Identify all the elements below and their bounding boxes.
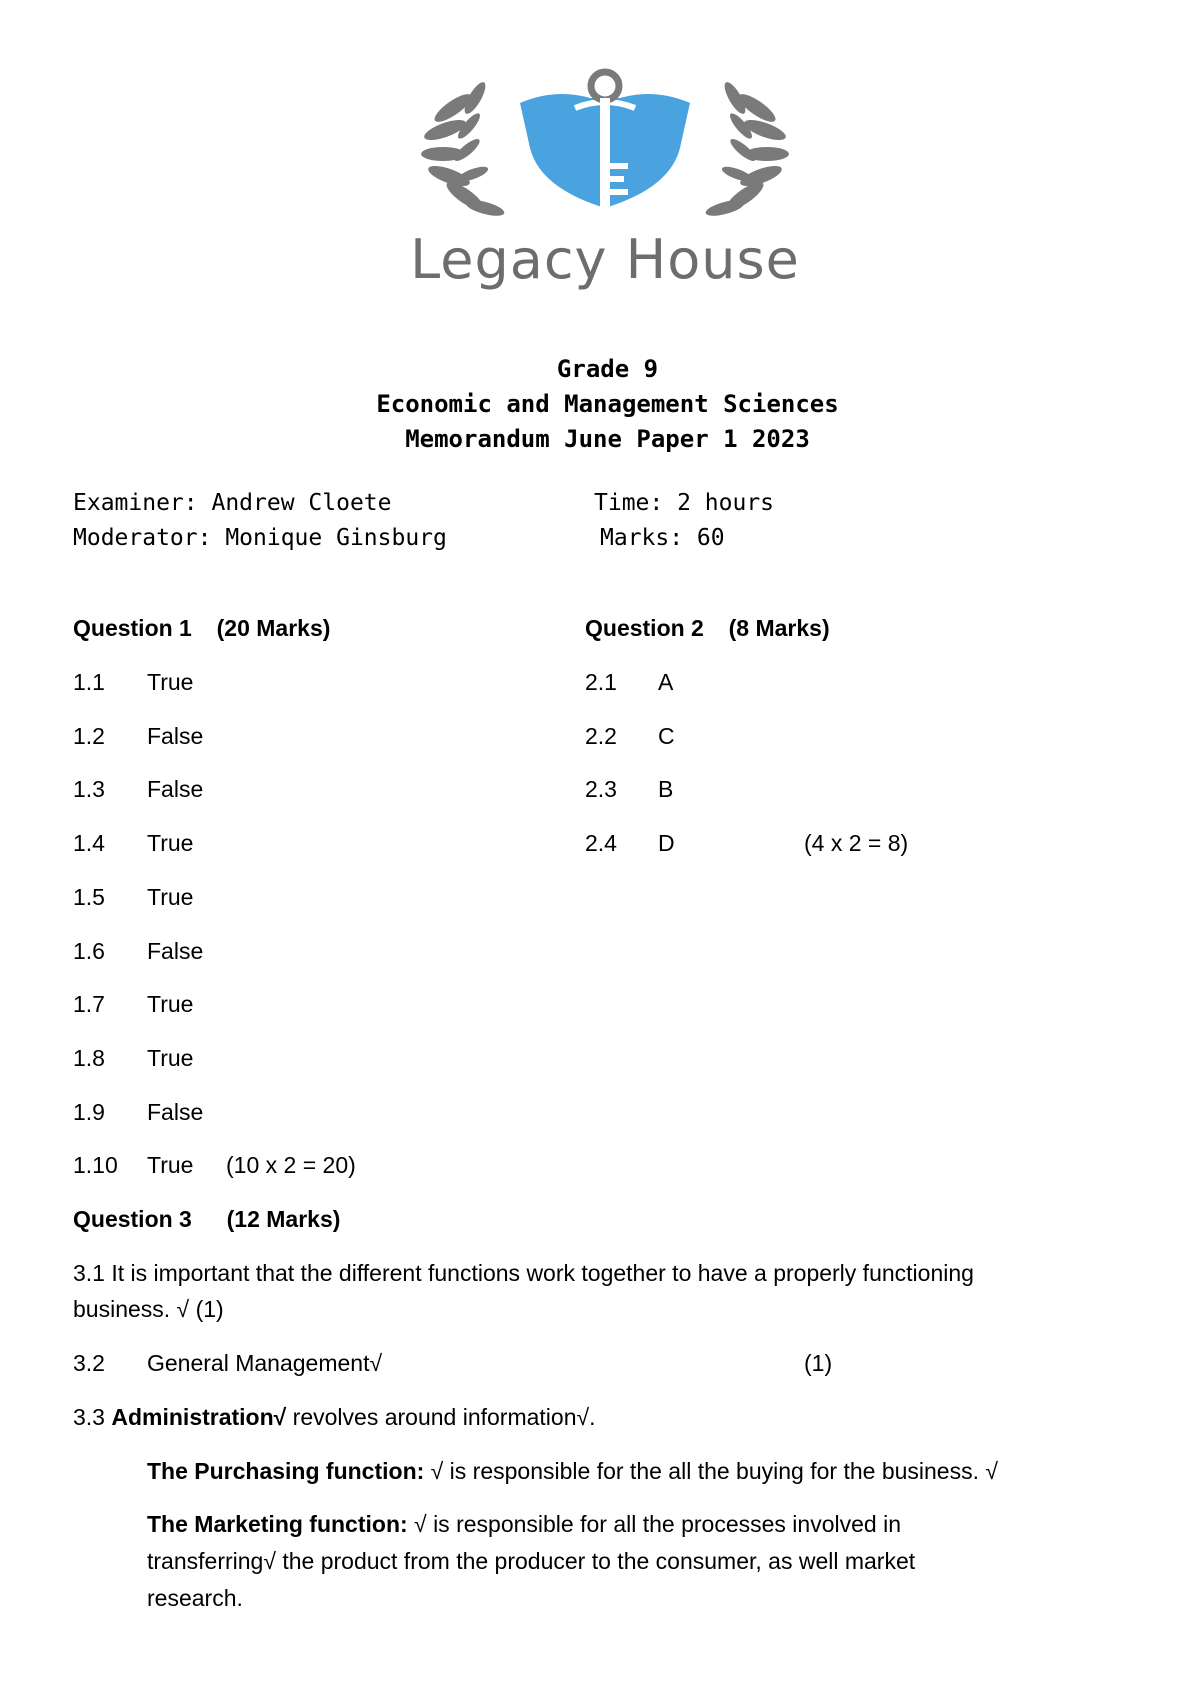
- q2-item-answer: B: [658, 776, 674, 803]
- q1-item-number: 1.1: [73, 669, 105, 695]
- crest-icon: [375, 68, 835, 228]
- q3-1-line2: business. √ (1): [73, 1296, 224, 1322]
- q1-item-number: 1.9: [73, 1098, 105, 1125]
- examiner-label: Examiner: Andrew Cloete: [73, 490, 392, 516]
- q1-item-answer: False: [147, 776, 204, 803]
- q2-item-answer: C: [658, 722, 675, 749]
- q2-item-answer: A: [658, 669, 674, 695]
- legacy-house-logo: [375, 68, 835, 298]
- q3-2-number: 3.2: [73, 1350, 105, 1376]
- q1-item-answer: False: [147, 937, 204, 964]
- marks-label: Marks: 60: [600, 525, 725, 551]
- q3-3-bold: Administration√: [111, 1404, 287, 1430]
- q2-item-number: 2.2: [585, 722, 617, 749]
- q3-heading: [73, 1206, 340, 1233]
- q1-item-number: 1.5: [73, 883, 105, 910]
- marketing-bold: The Marketing function:: [147, 1511, 408, 1537]
- q3-3-rest: revolves around information√.: [286, 1404, 596, 1430]
- purchasing-rest: √ is responsible for the all the buying for the business. √: [424, 1458, 999, 1484]
- q1-item-answer: True: [147, 1152, 194, 1179]
- time-label: Time: 2 hours: [594, 490, 775, 516]
- q2-heading: [585, 615, 830, 642]
- q3-1-line1: 3.1 It is important that the different functions work together to have a properly functioning: [73, 1260, 974, 1286]
- q1-title: Question 1: [73, 615, 192, 641]
- marketing-line2: transferring√ the product from the producer to the consumer, as well market: [147, 1548, 916, 1574]
- grade-title: Grade 9: [556, 355, 659, 383]
- purchasing-bold: The Purchasing function:: [147, 1458, 425, 1484]
- q1-total: (10 x 2 = 20): [226, 1152, 356, 1178]
- q1-item-answer: True: [147, 830, 194, 857]
- q1-item-answer: True: [147, 883, 194, 910]
- q1-item-number: 1.6: [73, 937, 105, 964]
- q2-item-number: 2.4: [585, 830, 617, 857]
- logo-wordmark: Legacy House: [410, 228, 800, 291]
- q1-marks: (20 Marks): [216, 615, 331, 641]
- q2-item-answer: D: [658, 830, 675, 857]
- q3-3-line: [73, 1404, 596, 1431]
- q3-marks: (12 Marks): [226, 1206, 341, 1232]
- marketing-line3: research.: [147, 1585, 243, 1611]
- moderator-label: Moderator: Monique Ginsburg: [73, 525, 447, 551]
- q3-2-answer: General Management√: [147, 1350, 383, 1376]
- q2-marks: (8 Marks): [728, 615, 830, 641]
- q1-item-answer: True: [147, 991, 194, 1018]
- q2-total: (4 x 2 = 8): [804, 830, 909, 856]
- subject-title: Economic and Management Sciences: [376, 390, 839, 418]
- q2-item-number: 2.1: [585, 669, 617, 695]
- q1-item-answer: True: [147, 1044, 194, 1071]
- q1-item-answer: False: [147, 1098, 204, 1125]
- q1-heading: [73, 615, 330, 642]
- q3-2-mark: (1): [804, 1350, 833, 1376]
- q1-item-number: 1.3: [73, 776, 105, 803]
- q1-item-number: 1.4: [73, 830, 105, 857]
- q2-item-number: 2.3: [585, 776, 617, 803]
- q2-title: Question 2: [585, 615, 704, 641]
- marketing-line1: [147, 1511, 901, 1538]
- q1-item-number: 1.8: [73, 1044, 105, 1071]
- q1-item-answer: True: [147, 669, 194, 695]
- q1-item-number: 1.10: [73, 1152, 118, 1179]
- q3-3-number: 3.3: [73, 1404, 105, 1430]
- q1-item-number: 1.7: [73, 991, 105, 1018]
- q1-item-answer: False: [147, 722, 204, 749]
- purchasing-line: [147, 1458, 998, 1485]
- q1-item-number: 1.2: [73, 722, 105, 749]
- q3-title: Question 3: [73, 1206, 192, 1232]
- paper-title: Memorandum June Paper 1 2023: [405, 425, 810, 453]
- marketing-rest1: √ is responsible for all the processes involved in: [407, 1511, 901, 1537]
